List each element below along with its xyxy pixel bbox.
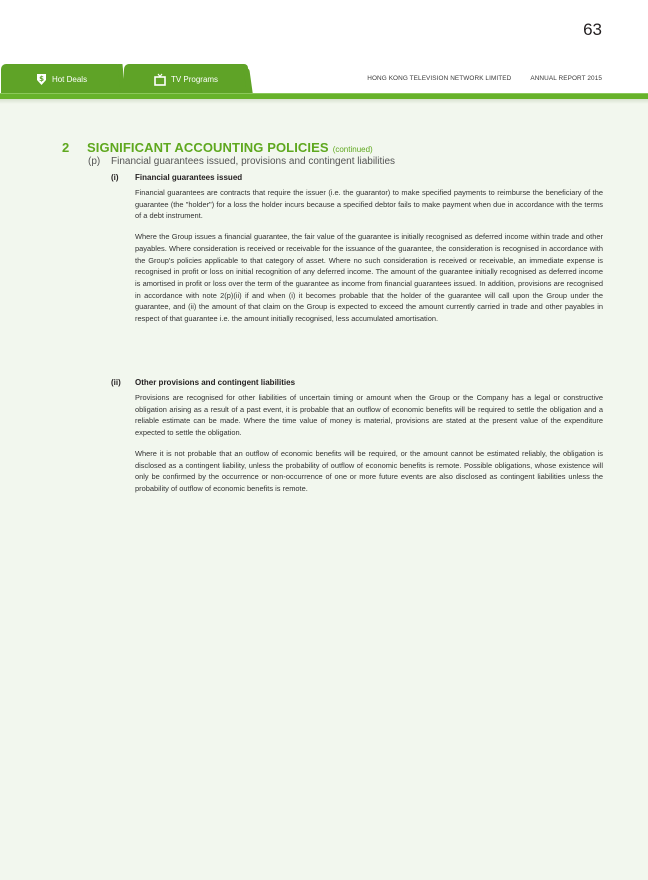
subsection-label: (p) [88,156,101,167]
paragraph: Financial guarantees are contracts that require the issuer (i.e. the guarantor) to make specified payments to reimburse the beneficiary of the guarantee (the "holder") for a loss the holder incurs because a specified debtor fails to make payment when due in accordance with the terms of a debt instrument. [135,188,603,221]
paragraph: Provisions are recognised for other liabilities of uncertain timing or amount when the Group or the Company has a legal or constructive obligation arising as a result of a past event, it is probable that an outflow of economic benefits will be required to settle the obligation and a reliable estimate can be made. Where the time value of money is material, provisions are stated at the present value of the expenditure expected to settle the obligation. [135,393,603,438]
subsection-title: Financial guarantees issued, provisions and contingent liabilities [111,156,396,167]
company-name: HONG KONG TELEVISION NETWORK LIMITED [367,75,512,82]
item-title: Other provisions and contingent liabilities [135,378,296,387]
item-title: Financial guarantees issued [135,173,243,182]
report-title: ANNUAL REPORT 2015 [530,75,602,82]
item-heading [111,173,603,182]
subsection-heading [88,156,395,167]
svg-text:$: $ [39,74,44,83]
page-number: 63 [583,20,602,39]
tab-tv-programs[interactable] [124,64,248,94]
section-title: SIGNIFICANT ACCOUNTING POLICIES [87,140,329,155]
section-heading [62,140,373,155]
paragraph: Where it is not probable that an outflow of economic benefits will be required, or the amount cannot be estimated reliably, the obligation is disclosed as a contingent liability, unless the probability of outflow of economic benefits is remote. Possible obligations, whose existence will only be confirmed by the occurrence or non-occurrence of one or more future events are also disclosed as contingent liabilities unless the probability of outflow of economic benefits is remote. [135,448,603,493]
item-label: (i) [111,173,119,182]
item-other-provisions [111,378,603,495]
item-heading [111,378,603,387]
header-info [367,75,602,82]
item-label: (ii) [111,378,121,387]
item-financial-guarantees [111,173,603,325]
television-icon [154,73,166,86]
paragraph: Where the Group issues a financial guarantee, the fair value of the guarantee is initially recognised as deferred income within trade and other payables. Where consideration is received or receivable for the issuance of the guarantee, the consideration is recognised in accordance with the Group's policies applicable to that category of asset. Where no such consideration is received or receivable, an immediate expense is recognised in profit or loss on initial recognition of any deferred income. The amount of the guarantee initially recognised as deferred income is amortised in profit or loss over the term of the guarantee as income from financial guarantees issued. In addition, provisions are recognised in accordance with note 2(p)(ii) if and when (i) it becomes probable that the holder of the guarantee will call upon the Group under the guarantee, and (ii) the amount of that claim on the Group is expected to exceed the amount currently carried in trade and other payables in respect of that guarantee i.e. the amount initially recognised, less accumulated amortisation. [135,232,603,324]
header-divider-shadow [0,99,648,104]
tab-tv-programs-label: TV Programs [170,74,219,84]
tab-hot-deals[interactable] [1,64,122,94]
tab-hot-deals-label: Hot Deals [51,74,88,84]
section-continued: (continued) [332,145,373,154]
section-number: 2 [62,140,70,155]
price-tag-dollar-icon [36,73,47,86]
